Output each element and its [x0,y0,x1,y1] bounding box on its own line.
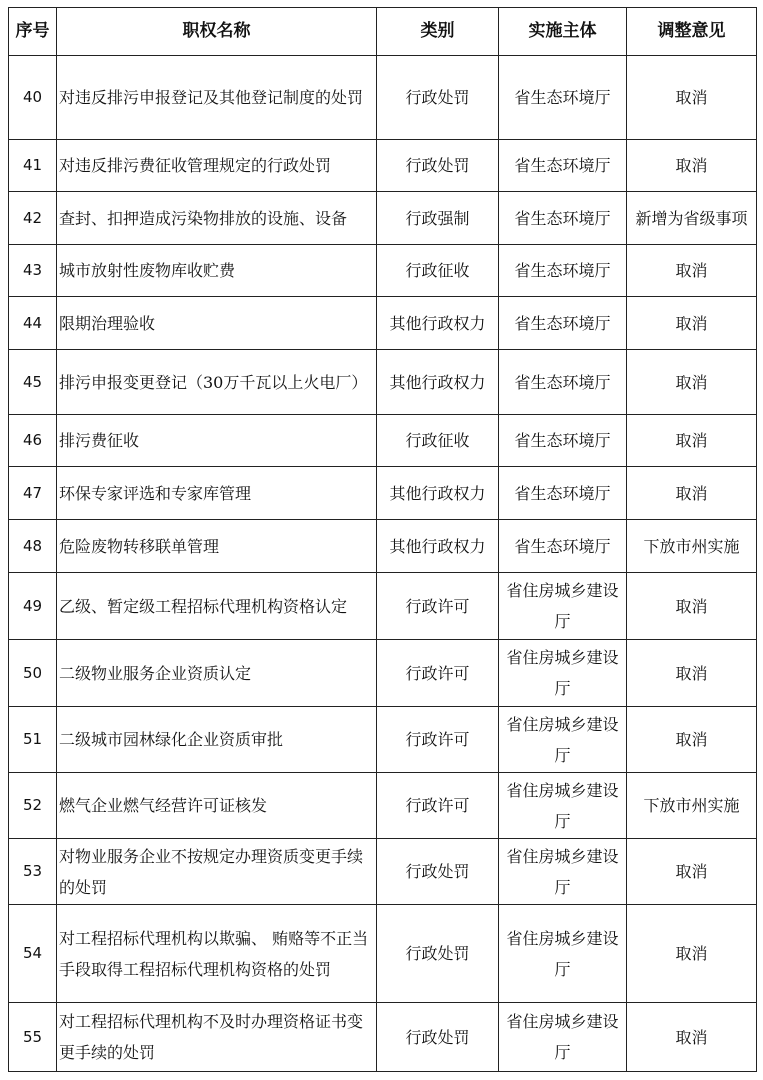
opinion-cell: 下放市州实施 [627,773,757,839]
category-cell: 其他行政权力 [377,520,499,573]
name-cell: 对物业服务企业不按规定办理资质变更手续的处罚 [57,839,377,905]
seq-cell: 53 [9,839,57,905]
name-cell: 城市放射性废物库收贮费 [57,245,377,297]
category-cell: 行政征收 [377,245,499,297]
table-row [9,573,757,640]
opinion-cell: 取消 [627,905,757,1003]
seq-cell: 50 [9,640,57,707]
table-row [9,905,757,1003]
agency-cell: 省生态环境厅 [499,415,627,467]
header-opinion: 调整意见 [627,8,757,56]
agency-cell: 省生态环境厅 [499,297,627,350]
seq-cell: 51 [9,707,57,773]
opinion-cell: 取消 [627,140,757,192]
seq-cell: 41 [9,140,57,192]
table-row [9,192,757,245]
category-cell: 行政许可 [377,773,499,839]
opinion-cell: 下放市州实施 [627,520,757,573]
name-cell: 二级城市园林绿化企业资质审批 [57,707,377,773]
agency-cell: 省生态环境厅 [499,520,627,573]
header-category: 类别 [377,8,499,56]
category-cell: 行政处罚 [377,1003,499,1072]
opinion-cell: 取消 [627,573,757,640]
name-cell: 燃气企业燃气经营许可证核发 [57,773,377,839]
seq-cell: 52 [9,773,57,839]
category-cell: 行政许可 [377,640,499,707]
agency-cell: 省生态环境厅 [499,467,627,520]
name-cell: 对工程招标代理机构不及时办理资格证书变更手续的处罚 [57,1003,377,1072]
opinion-cell: 取消 [627,297,757,350]
category-cell: 行政许可 [377,573,499,640]
seq-cell: 46 [9,415,57,467]
table-row [9,297,757,350]
name-cell: 对违反排污费征收管理规定的行政处罚 [57,140,377,192]
seq-cell: 42 [9,192,57,245]
category-cell: 行政处罚 [377,905,499,1003]
seq-cell: 48 [9,520,57,573]
opinion-cell: 取消 [627,640,757,707]
name-cell: 对违反排污申报登记及其他登记制度的处罚 [57,56,377,140]
seq-cell: 44 [9,297,57,350]
category-cell: 行政征收 [377,415,499,467]
category-cell: 行政强制 [377,192,499,245]
header-agency: 实施主体 [499,8,627,56]
table-row [9,415,757,467]
seq-cell: 54 [9,905,57,1003]
agency-cell: 省住房城乡建设厅 [499,905,627,1003]
table-row [9,520,757,573]
table-row [9,773,757,839]
opinion-cell: 取消 [627,1003,757,1072]
category-cell: 行政许可 [377,707,499,773]
table-row [9,640,757,707]
table-row [9,56,757,140]
opinion-cell: 取消 [627,467,757,520]
category-cell: 其他行政权力 [377,297,499,350]
category-cell: 行政处罚 [377,56,499,140]
agency-cell: 省住房城乡建设厅 [499,573,627,640]
name-cell: 二级物业服务企业资质认定 [57,640,377,707]
table-row [9,467,757,520]
name-cell: 查封、扣押造成污染物排放的设施、设备 [57,192,377,245]
table-row [9,1003,757,1072]
table-body [9,56,757,1072]
table-row [9,245,757,297]
agency-cell: 省住房城乡建设厅 [499,773,627,839]
name-cell: 危险废物转移联单管理 [57,520,377,573]
opinion-cell: 取消 [627,56,757,140]
agency-cell: 省生态环境厅 [499,245,627,297]
table-row [9,839,757,905]
powers-adjustment-table [8,7,757,1072]
opinion-cell: 新增为省级事项 [627,192,757,245]
name-cell: 排污申报变更登记（30万千瓦以上火电厂） [57,350,377,415]
seq-cell: 49 [9,573,57,640]
seq-cell: 40 [9,56,57,140]
agency-cell: 省生态环境厅 [499,192,627,245]
header-name: 职权名称 [57,8,377,56]
agency-cell: 省生态环境厅 [499,56,627,140]
seq-cell: 55 [9,1003,57,1072]
agency-cell: 省生态环境厅 [499,140,627,192]
category-cell: 其他行政权力 [377,350,499,415]
seq-cell: 47 [9,467,57,520]
opinion-cell: 取消 [627,245,757,297]
seq-cell: 45 [9,350,57,415]
agency-cell: 省住房城乡建设厅 [499,707,627,773]
table-row [9,140,757,192]
header-seq: 序号 [9,8,57,56]
name-cell: 环保专家评选和专家库管理 [57,467,377,520]
opinion-cell: 取消 [627,707,757,773]
opinion-cell: 取消 [627,839,757,905]
agency-cell: 省生态环境厅 [499,350,627,415]
agency-cell: 省住房城乡建设厅 [499,640,627,707]
name-cell: 乙级、暂定级工程招标代理机构资格认定 [57,573,377,640]
agency-cell: 省住房城乡建设厅 [499,1003,627,1072]
opinion-cell: 取消 [627,350,757,415]
name-cell: 对工程招标代理机构以欺骗、 贿赂等不正当手段取得工程招标代理机构资格的处罚 [57,905,377,1003]
category-cell: 行政处罚 [377,839,499,905]
category-cell: 行政处罚 [377,140,499,192]
agency-cell: 省住房城乡建设厅 [499,839,627,905]
opinion-cell: 取消 [627,415,757,467]
header-row [9,8,757,56]
table-row [9,707,757,773]
seq-cell: 43 [9,245,57,297]
name-cell: 排污费征收 [57,415,377,467]
name-cell: 限期治理验收 [57,297,377,350]
table-row [9,350,757,415]
category-cell: 其他行政权力 [377,467,499,520]
